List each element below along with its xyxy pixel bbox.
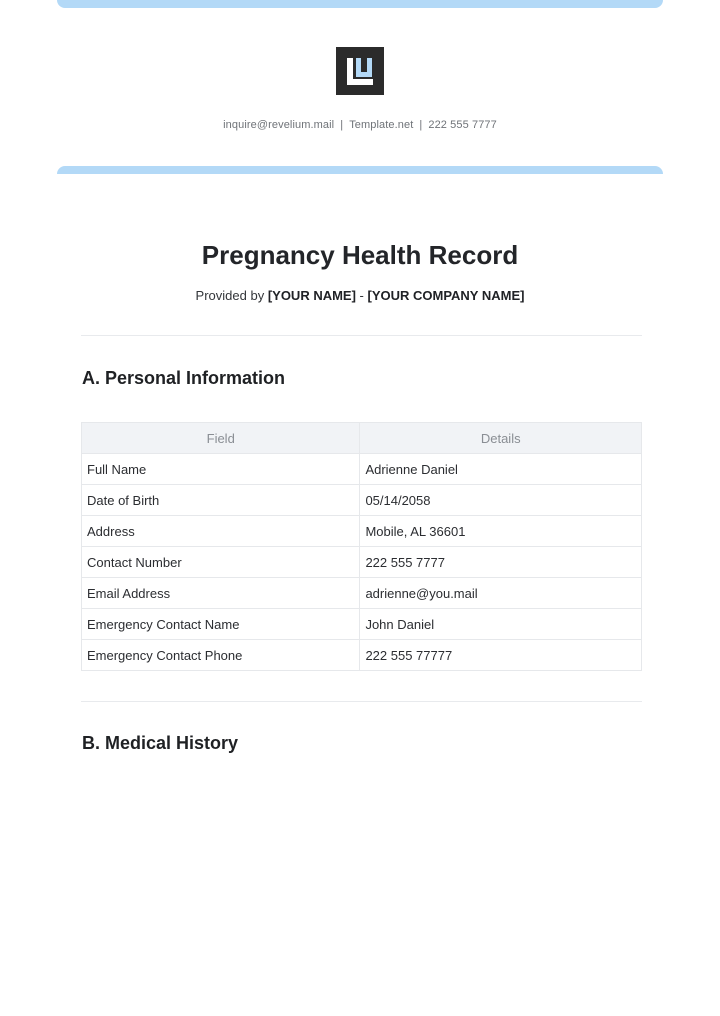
field-cell: Date of Birth xyxy=(82,485,360,516)
table-row xyxy=(82,454,642,485)
table-header-row xyxy=(82,423,642,454)
company-logo xyxy=(336,47,384,95)
details-cell: 05/14/2058 xyxy=(360,485,642,516)
table-row xyxy=(82,578,642,609)
table-row xyxy=(82,547,642,578)
lu-monogram-logo-icon xyxy=(336,47,384,95)
field-cell: Emergency Contact Name xyxy=(82,609,360,640)
field-cell: Contact Number xyxy=(82,547,360,578)
header-bottom-accent-bar xyxy=(57,166,663,174)
top-accent-bar xyxy=(57,0,663,8)
personal-information-table xyxy=(81,422,642,671)
section-divider xyxy=(81,335,642,336)
contact-email: inquire@revelium.mail xyxy=(223,119,335,131)
details-cell: 222 555 77777 xyxy=(360,640,642,671)
contact-phone: 222 555 7777 xyxy=(428,119,497,131)
page-title: Pregnancy Health Record xyxy=(201,240,519,270)
column-header-field: Field xyxy=(82,423,360,454)
table-row xyxy=(82,609,642,640)
contact-line xyxy=(0,119,720,131)
field-cell: Emergency Contact Phone xyxy=(82,640,360,671)
contact-separator: | xyxy=(419,119,423,131)
field-cell: Email Address xyxy=(82,578,360,609)
table-row xyxy=(82,485,642,516)
contact-separator: | xyxy=(340,119,344,131)
company-name-placeholder: [YOUR COMPANY NAME] xyxy=(367,288,525,303)
details-cell: adrienne@you.mail xyxy=(360,578,642,609)
table-row xyxy=(82,516,642,547)
details-cell: 222 555 7777 xyxy=(360,547,642,578)
details-cell: John Daniel xyxy=(360,609,642,640)
section-heading-personal-information: A. Personal Information xyxy=(82,368,286,388)
subtitle-prefix: Provided by xyxy=(195,288,268,303)
column-header-details: Details xyxy=(360,423,642,454)
section-divider xyxy=(81,701,642,702)
section-heading-medical-history: B. Medical History xyxy=(82,733,239,753)
your-name-placeholder: [YOUR NAME] xyxy=(267,288,356,303)
contact-website: Template.net xyxy=(349,119,414,131)
details-cell: Adrienne Daniel xyxy=(360,454,642,485)
field-cell: Full Name xyxy=(82,454,360,485)
details-cell: Mobile, AL 36601 xyxy=(360,516,642,547)
subtitle-joiner: - xyxy=(355,288,368,303)
table-row xyxy=(82,640,642,671)
field-cell: Address xyxy=(82,516,360,547)
document-subtitle xyxy=(0,288,720,303)
